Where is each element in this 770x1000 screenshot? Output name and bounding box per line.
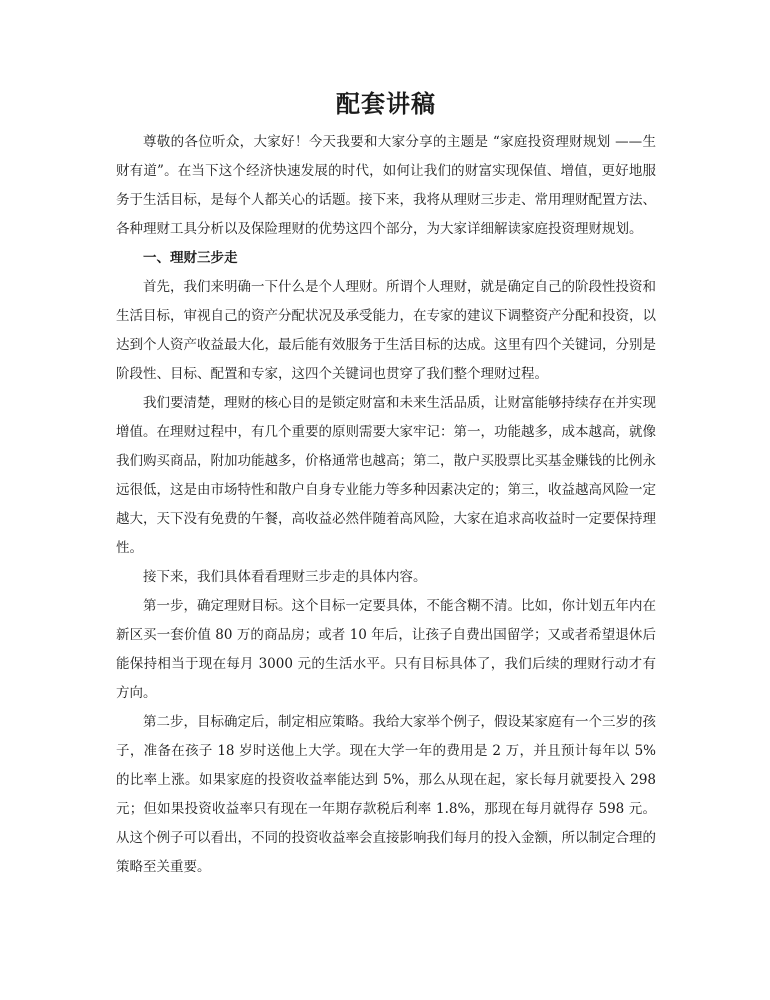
- body-paragraph: 第二步，目标确定后，制定相应策略。我给大家举个例子，假设某家庭有一个三岁的孩子，准备在孩子 18 岁时送他上大学。现在大学一年的费用是 2 万，并且预计每年以 5%的比率上涨。如果家庭的投资收益率能达到 5%，那么从现在起，家长每月就要投入 298 元；但如果投资收益率只有现在一年期存款税后利率 1.8%，那现在每月就得存 598 元。从这个例子可以看出，不同的投资收益率会直接影响我们每月的投入金额，所以制定合理的策略至关重要。: [116, 714, 656, 875]
- body-paragraph: 接下来，我们具体看看理财三步走的具体内容。: [143, 569, 427, 585]
- document-page: [116, 86, 656, 882]
- body-paragraph: 我们要清楚，理财的核心目的是锁定财富和未来生活品质，让财富能够持续存在并实现增值。在理财过程中，有几个重要的原则需要大家牢记：第一，功能越多，成本越高，就像我们购买商品，附加功能越多，价格通常也越高；第二，散户买股票比买基金赚钱的比例永远很低，这是由市场特性和散户自身专业能力等多种因素决定的；第三，收益越高风险一定越大，天下没有免费的午餐，高收益必然伴随着高风险，大家在追求高收益时一定要保持理性。: [116, 395, 656, 556]
- section-heading: 一、理财三步走: [143, 250, 238, 266]
- document-title: 配套讲稿: [336, 90, 436, 118]
- intro-paragraph: 尊敬的各位听众，大家好！今天我要和大家分享的主题是 “家庭投资理财规划 ——生财有道”。在当下这个经济快速发展的时代，如何让我们的财富实现保值、增值，更好地服务于生活目标，是每个人都关心的话题。接下来，我将从理财三步走、常用理财配置方法、各种理财工具分析以及保险理财的优势这四个部分，为大家详细解读家庭投资理财规划。: [116, 134, 656, 237]
- body-paragraph: 首先，我们来明确一下什么是个人理财。所谓个人理财，就是确定自己的阶段性投资和生活目标，审视自己的资产分配状况及承受能力，在专家的建议下调整资产分配和投资，以达到个人资产收益最大化，最后能有效服务于生活目标的达成。这里有四个关键词，分别是阶段性、目标、配置和专家，这四个关键词也贯穿了我们整个理财过程。: [116, 279, 656, 382]
- body-paragraph: 第一步，确定理财目标。这个目标一定要具体，不能含糊不清。比如，你计划五年内在新区买一套价值 80 万的商品房；或者 10 年后，让孩子自费出国留学；又或者希望退休后能保持相当于现在每月 3000 元的生活水平。只有目标具体了，我们后续的理财行动才有方向。: [116, 598, 656, 701]
